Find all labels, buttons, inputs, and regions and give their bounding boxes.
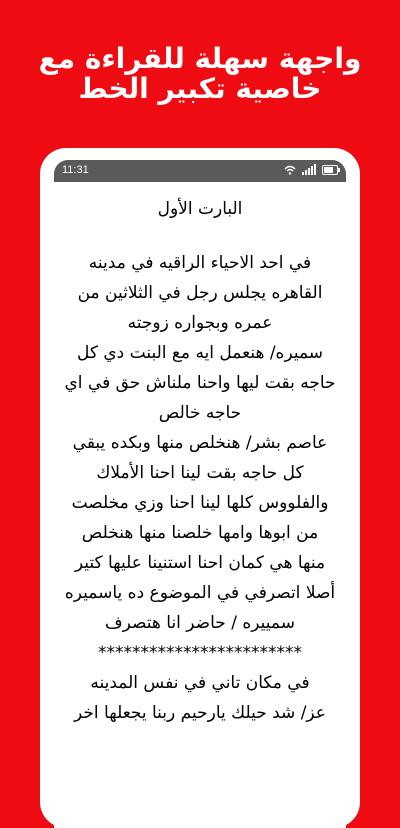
promo-line-2: خاصية تكبير الخط	[78, 72, 322, 105]
reader-page[interactable]	[54, 182, 346, 828]
story-line: عاصم بشر/ هنخلص منها وبكده يبقي	[72, 433, 328, 453]
story-line: عمره وبجواره زوجته	[127, 313, 273, 333]
story-line: سمييره / حاضر انا هتصرف	[105, 613, 295, 633]
story-line: من ابوها وامها خلصنا منها هنخلص	[81, 523, 319, 543]
status-bar	[54, 160, 346, 182]
story-line: منها هي كمان احنا استنينا عليها كتير	[74, 553, 326, 573]
story-line: عز/ شد حيلك يارحيم ربنا يجعلها اخر	[74, 703, 326, 723]
battery-icon	[322, 165, 338, 175]
story-line: أصلا اتصرفي في الموضوع ده ياسميره	[64, 583, 336, 603]
story-line: والفلووس كلها لينا احنا وزي مخلصت	[71, 493, 329, 513]
story-line: حاجه خالص	[158, 403, 242, 423]
story-line: في احد الاحياء الراقيه في مدينه	[88, 253, 312, 273]
chapter-title: البارت الأول	[157, 199, 243, 219]
promo-headline	[0, 44, 400, 104]
story-separator: ************************	[98, 643, 302, 663]
story-line: سميره/ هنعمل ايه مع البنت دي كل	[76, 343, 324, 363]
story-line: في مكان تاني في نفس المدينه	[90, 673, 310, 693]
promo-line-1: واجهة سهلة للقراءة مع	[38, 42, 362, 75]
phone-mockup	[40, 148, 360, 828]
story-text	[54, 248, 346, 728]
signal-icon	[302, 164, 316, 175]
story-line: حاجه بقت ليها واحنا ملناش حق في اي	[64, 373, 336, 393]
status-time: 11:31	[62, 164, 89, 176]
wifi-icon	[284, 165, 296, 175]
story-line: كل حاجه بقت لينا احنا الأملاك	[96, 463, 304, 483]
status-icons	[284, 164, 338, 175]
story-line: القاهره يجلس رجل في الثلاثين من	[77, 283, 323, 303]
